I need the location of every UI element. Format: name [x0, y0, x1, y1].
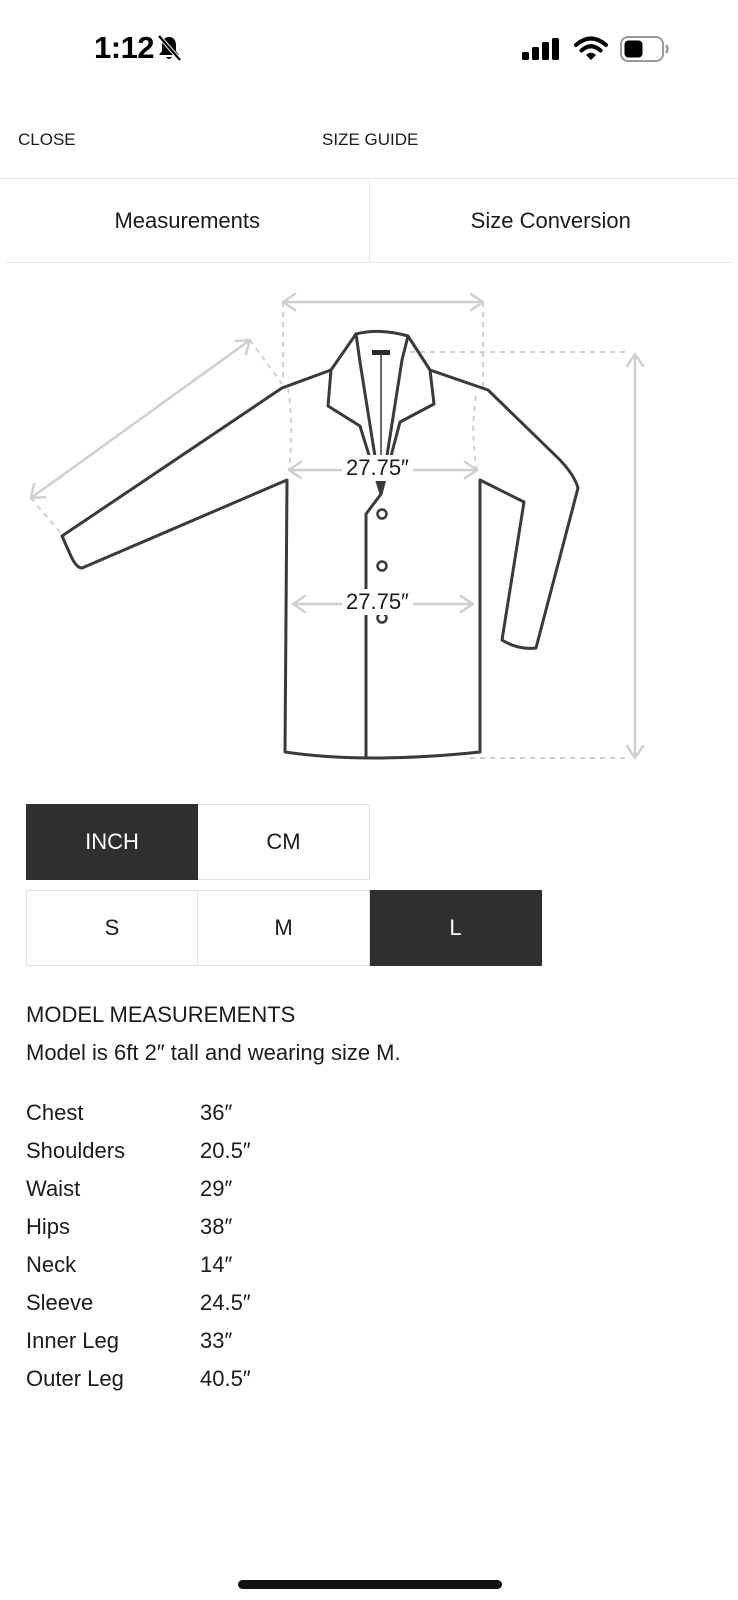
table-row: [26, 1284, 426, 1322]
measurement-value: 33″: [200, 1328, 233, 1353]
chest-measurement-label: 27.75″: [342, 455, 413, 481]
tab-measurements[interactable]: Measurements: [114, 208, 260, 233]
measurement-name: Shoulders: [26, 1138, 126, 1163]
model-description: Model is 6ft 2″ tall and wearing size M.: [26, 1040, 401, 1065]
table-row: [26, 1208, 426, 1246]
measurement-name: Neck: [26, 1252, 77, 1277]
garment-diagram: [0, 288, 738, 778]
model-measurements-title: MODEL MEASUREMENTS: [26, 1002, 296, 1027]
measurement-value: 38″: [200, 1214, 233, 1239]
model-measurements-table: [26, 1094, 426, 1398]
close-button[interactable]: CLOSE: [18, 130, 76, 149]
size-selector: [26, 890, 542, 966]
measurement-name: Inner Leg: [26, 1328, 119, 1353]
measurement-name: Hips: [26, 1214, 71, 1239]
measurement-value: 36″: [200, 1100, 233, 1125]
size-s-button[interactable]: S: [26, 890, 198, 966]
measurement-name: Waist: [26, 1176, 81, 1201]
status-bar: [0, 0, 738, 100]
table-row: [26, 1170, 426, 1208]
measurement-name: Sleeve: [26, 1290, 94, 1315]
measurement-value: 40.5″: [200, 1366, 251, 1391]
size-l-button[interactable]: L: [370, 890, 542, 966]
unit-cm-button[interactable]: CM: [198, 804, 370, 880]
modal-header: [0, 118, 738, 179]
unit-selector: [26, 804, 370, 880]
cellular-signal-icon: [522, 38, 560, 65]
table-row: [26, 1360, 426, 1398]
table-row: [26, 1094, 426, 1132]
measurement-name: Outer Leg: [26, 1366, 124, 1391]
measurement-value: 20.5″: [200, 1138, 251, 1163]
unit-inch-button[interactable]: INCH: [26, 804, 198, 880]
waist-measurement-label: 27.75″: [342, 589, 413, 615]
measurement-value: 14″: [200, 1252, 233, 1277]
page-title: SIZE GUIDE: [322, 130, 419, 149]
table-row: [26, 1322, 426, 1360]
table-row: [26, 1132, 426, 1170]
home-indicator[interactable]: [238, 1580, 502, 1589]
measurement-value: 24.5″: [200, 1290, 251, 1315]
size-m-button[interactable]: M: [198, 890, 370, 966]
tab-size-conversion[interactable]: Size Conversion: [369, 180, 733, 262]
measurement-value: 29″: [200, 1176, 233, 1201]
bell-muted-icon: [156, 34, 182, 67]
status-time: 1:12: [94, 30, 155, 65]
wifi-icon: [574, 36, 608, 67]
table-row: [26, 1246, 426, 1284]
measurement-name: Chest: [26, 1100, 84, 1125]
tab-bar: [6, 180, 732, 263]
battery-icon: [620, 36, 670, 67]
coat-illustration: [0, 288, 738, 778]
